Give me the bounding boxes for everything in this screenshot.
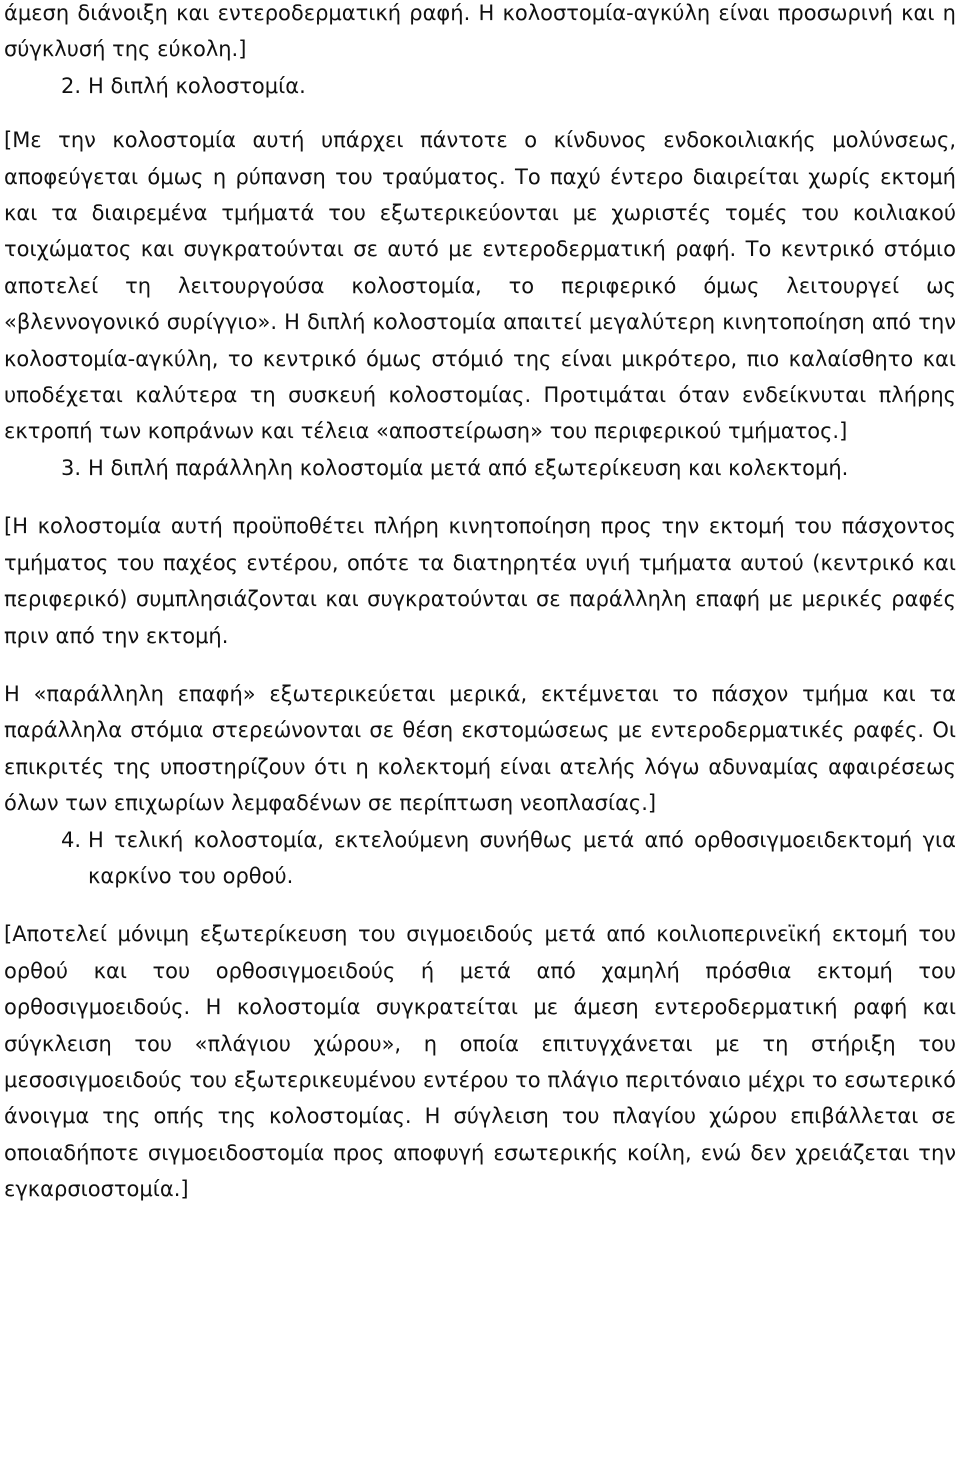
list-item-number: 4. — [60, 827, 81, 852]
item3-body-paragraph-1: [Η κολοστομία αυτή προϋποθέτει πλήρη κινητοποίηση προς την εκτομή του πάσχοντος τμήματος του παχέος εντέρου, οπότε τα διατηρητέα υγιή τμήματα αυτού (κεντρικό και περιφερικό) συμπλησιάζονται και συγκρατούνται σε παράλληλη επαφή με μερικές ραφές πριν από την εκτομή. — [4, 514, 956, 648]
list-item-heading: Η τελική κολοστομία, εκτελούμενη συνήθως μετά από ορθοσιγμοειδεκτομή για καρκίνο του ορθού. — [88, 827, 956, 888]
item3-body-paragraph-2: Η «παράλληλη επαφή» εξωτερικεύεται μερικά, εκτέμνεται το πάσχον τμήμα και τα παράλληλα στόμια στερεώνονται σε θέση εκστομώσεως με εντεροδερματικές ραφές. Οι επικριτές της υποστηρίζουν ότι η κολεκτομή είναι ατελής λόγω αδυναμίας αφαιρέσεως όλων των επιχωρίων λεμφαδένων σε περίπτωση νεοπλασίας.] — [4, 681, 956, 816]
list-item-2 — [4, 68, 956, 104]
item4-body-paragraph: [Αποτελεί μόνιμη εξωτερίκευση του σιγμοειδούς μετά από κοιλιοπερινεϊκή εκτομή του ορθού και του ορθοσιγμοειδούς ή μετά από χαμηλή πρόσθια εκτομή του ορθοσιγμοειδούς. Η κολοστομία συγκρατείται με άμεση εντεροδερματική ραφή και σύγκλειση του «πλάγιου χώρου», η οποία επιτυγχάνεται με τη στήριξη του μεσοσιγμοειδούς του εξωτερικευμένου εντέρου το πλάγιο περιτόναιο μέχρι το εσωτερικό άνοιγμα της οπής της κολοστομίας. Η σύγλειση του πλαγίου χώρου επιβάλλεται σε οποιαδήποτε σιγμοειδοστομία προς αποφυγή εσωτερικής κοίλη, ενώ δεν χρειάζεται την εγκαρσιοστομία.] — [4, 922, 956, 1202]
intro-paragraph: άμεση διάνοιξη και εντεροδερματική ραφή. Η κολοστομία-αγκύλη είναι προσωρινή και η σύγκλυσή της εύκολη.] — [4, 1, 956, 62]
list-item-number: 3. — [60, 455, 81, 480]
list-item-3 — [4, 450, 956, 486]
list-item-heading: Η διπλή κολοστομία. — [88, 73, 306, 98]
list-item-heading: Η διπλή παράλληλη κολοστομία μετά από εξωτερίκευση και κολεκτομή. — [88, 455, 849, 480]
item2-body-paragraph: [Με την κολοστομία αυτή υπάρχει πάντοτε ο κίνδυνος ενδοκοιλιακής μολύνσεως, αποφεύγεται όμως η ρύπανση του τραύματος. Το παχύ έντερο διαιρείται χωρίς εκτομή και τα διαιρεμένα τμήματά του εξωτερικεύονται με χωριστές τομές του κοιλιακού τοιχώματος και συγκρατούνται σε αυτό με εντεροδερματική ραφή. Το κεντρικό στόμιο αποτελεί τη λειτουργούσα κολοστομία, το περιφερικό όμως λειτουργεί ως «βλεννογονικό συρίγγιο». Η διπλή κολοστομία απαιτεί μεγαλύτερη κινητοποίηση από την κολοστομία-αγκύλη, το κεντρικό όμως στόμιό της είναι μικρότερο, πιο καλαίσθητο και υποδέχεται καλύτερα τη συσκευή κολοστομίας. Προτιμάται όταν ενδείκνυται πλήρης εκτροπή των κοπράνων και τέλεια «αποστείρωση» του περιφερικού τμήματος.] — [4, 128, 956, 444]
list-item-number: 2. — [60, 73, 81, 98]
list-item-4 — [4, 822, 956, 895]
